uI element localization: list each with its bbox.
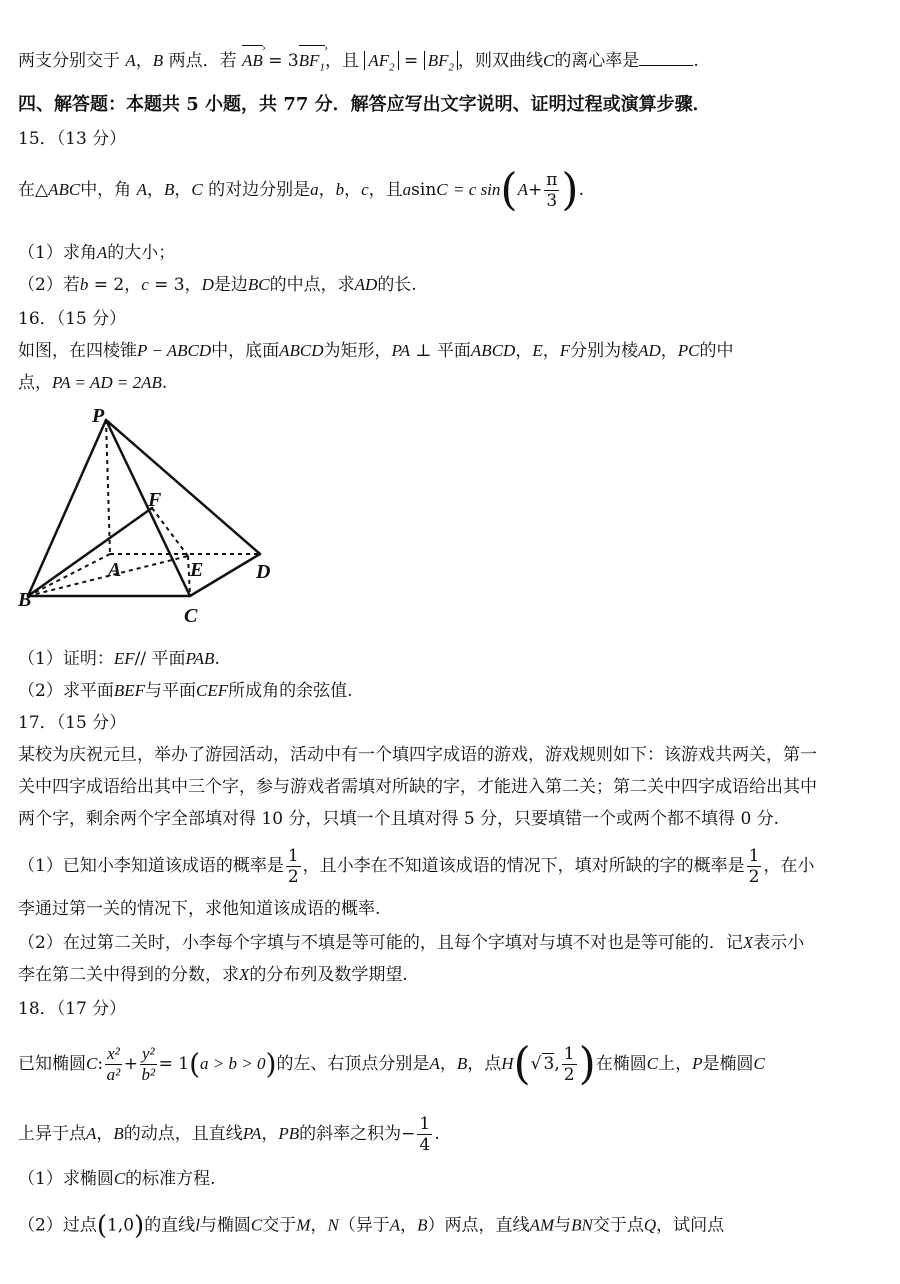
abs-label: BF <box>427 51 449 70</box>
answer-blank[interactable] <box>639 49 693 66</box>
text: 如图，在四棱锥 <box>18 341 137 361</box>
base: ABCD <box>279 341 324 360</box>
text: // 平面 <box>134 649 186 669</box>
denominator: a² <box>106 1065 121 1084</box>
segment-bc: BC <box>247 275 270 294</box>
fraction-half <box>562 1044 577 1085</box>
text: （2）过点 <box>18 1215 97 1236</box>
text: ，则双曲线 <box>457 51 543 71</box>
text: 在椭圆 <box>595 1054 647 1074</box>
q18-stem-line1: 已知椭圆C: $\frac{\text{x²}}{\text{a²}}$ + $\frac{\text{y²}}{\text{b²}}$ = 1(a > b > 0)的左、右顶点分别是A，B，点H(√ 3, $\frac{1}{2}$ )在椭圆C上，P是椭圆C <box>18 1038 765 1090</box>
text: 李在第二关中得到的分数，求 <box>18 965 239 985</box>
line-am: AM <box>529 1215 555 1235</box>
text: ，试问点 <box>656 1215 725 1236</box>
numerator: 1 <box>419 1114 431 1134</box>
text: （1）已知小李知道该成语的概率是 <box>18 856 284 876</box>
right-paren: ) <box>578 1038 596 1090</box>
pyramid-figure <box>18 408 278 628</box>
text: 在△ <box>18 180 49 200</box>
text: ，且小李在不知道该成语的情况下，填对所缺的字的概率是 <box>302 856 745 876</box>
abs-label: AF <box>368 51 390 70</box>
equals: = <box>404 51 419 71</box>
fraction-x2-a2 <box>105 1044 122 1085</box>
point-q: Q <box>643 1215 657 1235</box>
text: 的对边分别是 <box>208 180 311 200</box>
left-paren: ( <box>189 1047 201 1081</box>
text: ）两点，直线 <box>427 1215 530 1236</box>
text: . <box>214 649 220 669</box>
label-b: B <box>18 589 32 611</box>
ellipse-c: C <box>113 1169 126 1188</box>
vector-label: BF <box>298 51 320 70</box>
text: 交于 <box>262 1215 297 1236</box>
segment-ad: AD <box>638 341 661 360</box>
text: （2）求平面 <box>18 681 114 701</box>
side-c: c <box>361 180 369 199</box>
abs-af2: $AF_2$ <box>364 51 398 70</box>
text: . <box>161 373 168 393</box>
text: 中，底面 <box>211 341 280 361</box>
left-paren: ( <box>96 1211 107 1241</box>
text: （1）求椭圆 <box>18 1169 114 1189</box>
section-heading: 四、解答题：本题共 5 小题，共 77 分．解答应写出文字说明、证明过程或演算步骤． <box>18 94 711 115</box>
text: 的大小； <box>107 243 176 263</box>
angle-a: A <box>136 180 147 199</box>
text: 与椭圆 <box>199 1215 251 1236</box>
q17-part1-line2: 李通过第一关的情况下，求他知道该成语的概率. <box>18 899 381 919</box>
fraction-1-4 <box>417 1114 432 1155</box>
text: 所成角的余弦值. <box>228 681 353 701</box>
point-f: F <box>559 341 571 360</box>
q18-header: 18．（17 分） <box>18 999 127 1019</box>
var-a: A <box>96 243 108 262</box>
edge-ba <box>28 554 110 596</box>
label-e: E <box>190 559 204 581</box>
denominator: 2 <box>748 867 760 887</box>
text: 点， <box>18 373 52 393</box>
ellipse-c: C <box>753 1054 765 1073</box>
label-d: D <box>256 561 271 583</box>
var-c: c <box>141 275 149 294</box>
point-n: N <box>327 1215 339 1235</box>
numerator: π <box>546 170 558 190</box>
label-a: A <box>108 559 122 581</box>
comma: ， <box>135 51 153 71</box>
side-a: a <box>310 180 319 199</box>
text: 的左、右顶点分别是 <box>276 1054 430 1074</box>
ellipse-c: C <box>646 1054 659 1073</box>
text: 的中 <box>699 341 734 361</box>
colon: : <box>97 1054 104 1074</box>
triangle-abc: ABC <box>48 180 81 199</box>
text: ，且 <box>368 180 403 200</box>
text: ， <box>515 341 533 361</box>
q17-header: 17．（15 分） <box>18 713 127 733</box>
denominator: 2 <box>287 867 299 887</box>
segment-pc: PC <box>677 341 700 360</box>
fraction-half <box>747 846 762 887</box>
numerator: 1 <box>287 846 299 866</box>
equals: = 3 <box>268 51 299 71</box>
numerator: 1 <box>748 846 760 866</box>
line-l: l <box>195 1215 200 1235</box>
segment-ef: EF <box>113 649 135 668</box>
text: ⊥ 平面 <box>415 341 471 361</box>
plus: + <box>123 1054 138 1074</box>
equals-one: = 1 <box>158 1054 190 1074</box>
denominator: 4 <box>419 1135 431 1155</box>
text: 已知椭圆 <box>18 1054 86 1074</box>
q15-part1 <box>18 240 175 266</box>
point-a: A <box>86 1124 97 1143</box>
text: 的分布列及数学期望. <box>249 965 408 985</box>
left-paren: ( <box>513 1038 531 1090</box>
abs-bf2: $BF_2$ <box>424 51 458 70</box>
var-x: X <box>239 965 250 984</box>
point-e: E <box>532 341 543 360</box>
point-b: B <box>113 1124 124 1143</box>
text: （1）证明： <box>18 649 114 669</box>
text: 与平面 <box>144 681 196 701</box>
angle-b: B <box>163 180 175 199</box>
base: ABCD <box>470 341 516 360</box>
var-b: b <box>79 275 89 294</box>
segment-ad: AD <box>354 275 378 294</box>
equation-mid: = c sin <box>453 180 501 199</box>
q16-stem-line2 <box>18 370 167 396</box>
numerator: 1 <box>563 1044 575 1064</box>
point-a: A <box>125 51 136 70</box>
text: 是边 <box>213 275 248 295</box>
q17-part2-line2 <box>18 962 408 988</box>
numerator: y² <box>141 1044 155 1063</box>
value: = 3 <box>154 275 185 295</box>
condition: a > b > 0 <box>200 1054 266 1073</box>
text: 的斜率之积为 <box>299 1124 402 1144</box>
text: ，在小 <box>763 856 815 876</box>
text: （2）若 <box>18 275 80 295</box>
text: 的动点，且直线 <box>123 1124 243 1144</box>
edge-pd <box>106 420 260 554</box>
q17-part2-line1 <box>18 930 804 956</box>
ellipse-c: C <box>250 1215 263 1235</box>
q16-part2 <box>18 678 353 704</box>
label-f: F <box>148 489 162 511</box>
text: 表示小 <box>753 933 805 953</box>
point-b: B <box>152 51 164 70</box>
q15-part2: （2）若b = 2，c = 3，D是边BC的中点，求AD的长. <box>18 275 417 295</box>
q17-stem-line2: 关中四字成语给出其中三个字，参与游戏者需填对所缺的字，才能进入第二关；第二关中四字成语给出其中 <box>18 777 817 797</box>
fraction-pi-3 <box>544 170 559 211</box>
q15-stem: 在△ABC中，角 A，B，C 的对边分别是a，b，c，且asinC = c sin(A+ $\frac{\pi}{3}$ ). <box>18 164 584 216</box>
text: 中，角 <box>80 180 132 200</box>
line-bn: BN <box>571 1215 593 1235</box>
label-p: P <box>92 408 105 427</box>
text: 的离心率是 <box>554 51 640 71</box>
text: 上异于点 <box>18 1124 86 1144</box>
text: 的直线 <box>144 1215 196 1236</box>
text: . <box>434 1124 440 1144</box>
sin: sin <box>411 180 437 200</box>
plus: + <box>527 180 543 200</box>
q16-header: 16．（15 分） <box>18 309 127 329</box>
q18-stem-line2: 上异于点A，B的动点，且直线PA，PB的斜率之积为− $\frac{1}{4}$ . <box>18 1114 440 1155</box>
q16-part1 <box>18 646 220 672</box>
minus: − <box>401 1124 416 1144</box>
prev-question-tail <box>18 48 699 80</box>
plane-cef: CEF <box>195 681 229 700</box>
point-h: H <box>501 1054 514 1073</box>
text: 两支分别交于 <box>18 51 120 71</box>
label-c: C <box>184 605 198 627</box>
text: ，且 <box>324 51 359 71</box>
segment-pa: PA <box>391 341 411 360</box>
denominator: 3 <box>546 191 558 211</box>
text: 两点．若 <box>168 51 237 71</box>
side-b: b <box>335 180 345 199</box>
left-paren: ( <box>500 164 518 216</box>
vector-bf1: $BF_1$ › <box>299 48 325 80</box>
point-b: B <box>456 1054 468 1073</box>
var-c: C <box>436 180 448 199</box>
value: = 2 <box>93 275 125 295</box>
vector-ab: AB › <box>242 48 263 74</box>
point-m: M <box>296 1215 311 1235</box>
angle-c: C <box>191 180 203 199</box>
period: . <box>693 51 699 71</box>
numerator: x² <box>107 1044 120 1063</box>
fraction-y2-b2 <box>140 1044 157 1085</box>
denominator: 2 <box>563 1065 575 1085</box>
denominator: b² <box>141 1065 156 1084</box>
q15-header: 15．（13 分） <box>18 129 127 149</box>
q17-stem-line1: 某校为庆祝元旦，举办了游园活动，活动中有一个填四字成语的游戏，游戏规则如下：该游戏共两关，第一 <box>18 745 817 765</box>
curve-c: C <box>542 51 555 70</box>
line-pa: PA <box>242 1124 262 1143</box>
q16-stem-line1: 如图，在四棱锥P − ABCD中，底面ABCD为矩形，PA ⊥ 平面ABCD，E，F分别为棱AD，PC的中 <box>18 341 734 361</box>
right-paren: ) <box>134 1211 145 1241</box>
edge-pa <box>106 420 110 554</box>
plane-bef: BEF <box>113 681 145 700</box>
line-pb: PB <box>278 1124 300 1143</box>
right-paren: ) <box>561 164 579 216</box>
text: 的长. <box>377 275 417 295</box>
text: 与 <box>554 1215 572 1236</box>
text: 分别为棱 <box>570 341 639 361</box>
ellipse-c: C <box>86 1054 98 1073</box>
text: 的中点，求 <box>269 275 355 295</box>
point-b: B <box>417 1215 428 1235</box>
equation: PA = AD = 2AB <box>52 373 162 392</box>
point-1-0: 1,0 <box>106 1215 135 1236</box>
text: ，点 <box>467 1054 502 1074</box>
text: （异于 <box>338 1215 390 1236</box>
fraction-half <box>286 846 301 887</box>
text: 为矩形， <box>323 341 392 361</box>
sqrt-3: 3 <box>543 1054 555 1074</box>
var-a: A <box>517 180 528 199</box>
text: （2）在过第二关时，小李每个字填与不填是等可能的，且每个字填对与填不对也是等可能的．记 <box>18 933 743 953</box>
var-d: D <box>201 275 214 294</box>
text: 是椭圆 <box>702 1054 754 1074</box>
q17-part1-line1 <box>18 844 814 888</box>
plane-pab: PAB <box>185 649 215 668</box>
var-x: X <box>742 933 754 952</box>
edge-fe <box>152 508 188 556</box>
q17-stem-line3: 两个字，剩余两个字全部填对得 10 分，只填一个且填对得 5 分，只要填错一个或两个都不填得 0 分. <box>18 809 780 829</box>
point-p: P <box>692 1054 703 1073</box>
q18-part1 <box>18 1166 216 1192</box>
pyramid: P − ABCD <box>137 341 212 360</box>
point-a: A <box>389 1215 401 1235</box>
text: 的标准方程. <box>125 1169 216 1189</box>
text: 上， <box>658 1054 693 1074</box>
text: （1）求角 <box>18 243 97 263</box>
q18-part2: （2）过点(1,0)的直线l与椭圆C交于M，N（异于A，B）两点，直线AM与BN交于点Q，试问点 <box>18 1211 725 1241</box>
right-paren: ) <box>265 1047 277 1081</box>
text: 交于点 <box>592 1215 644 1236</box>
point-a: A <box>429 1054 440 1073</box>
var-a: a <box>402 180 412 199</box>
